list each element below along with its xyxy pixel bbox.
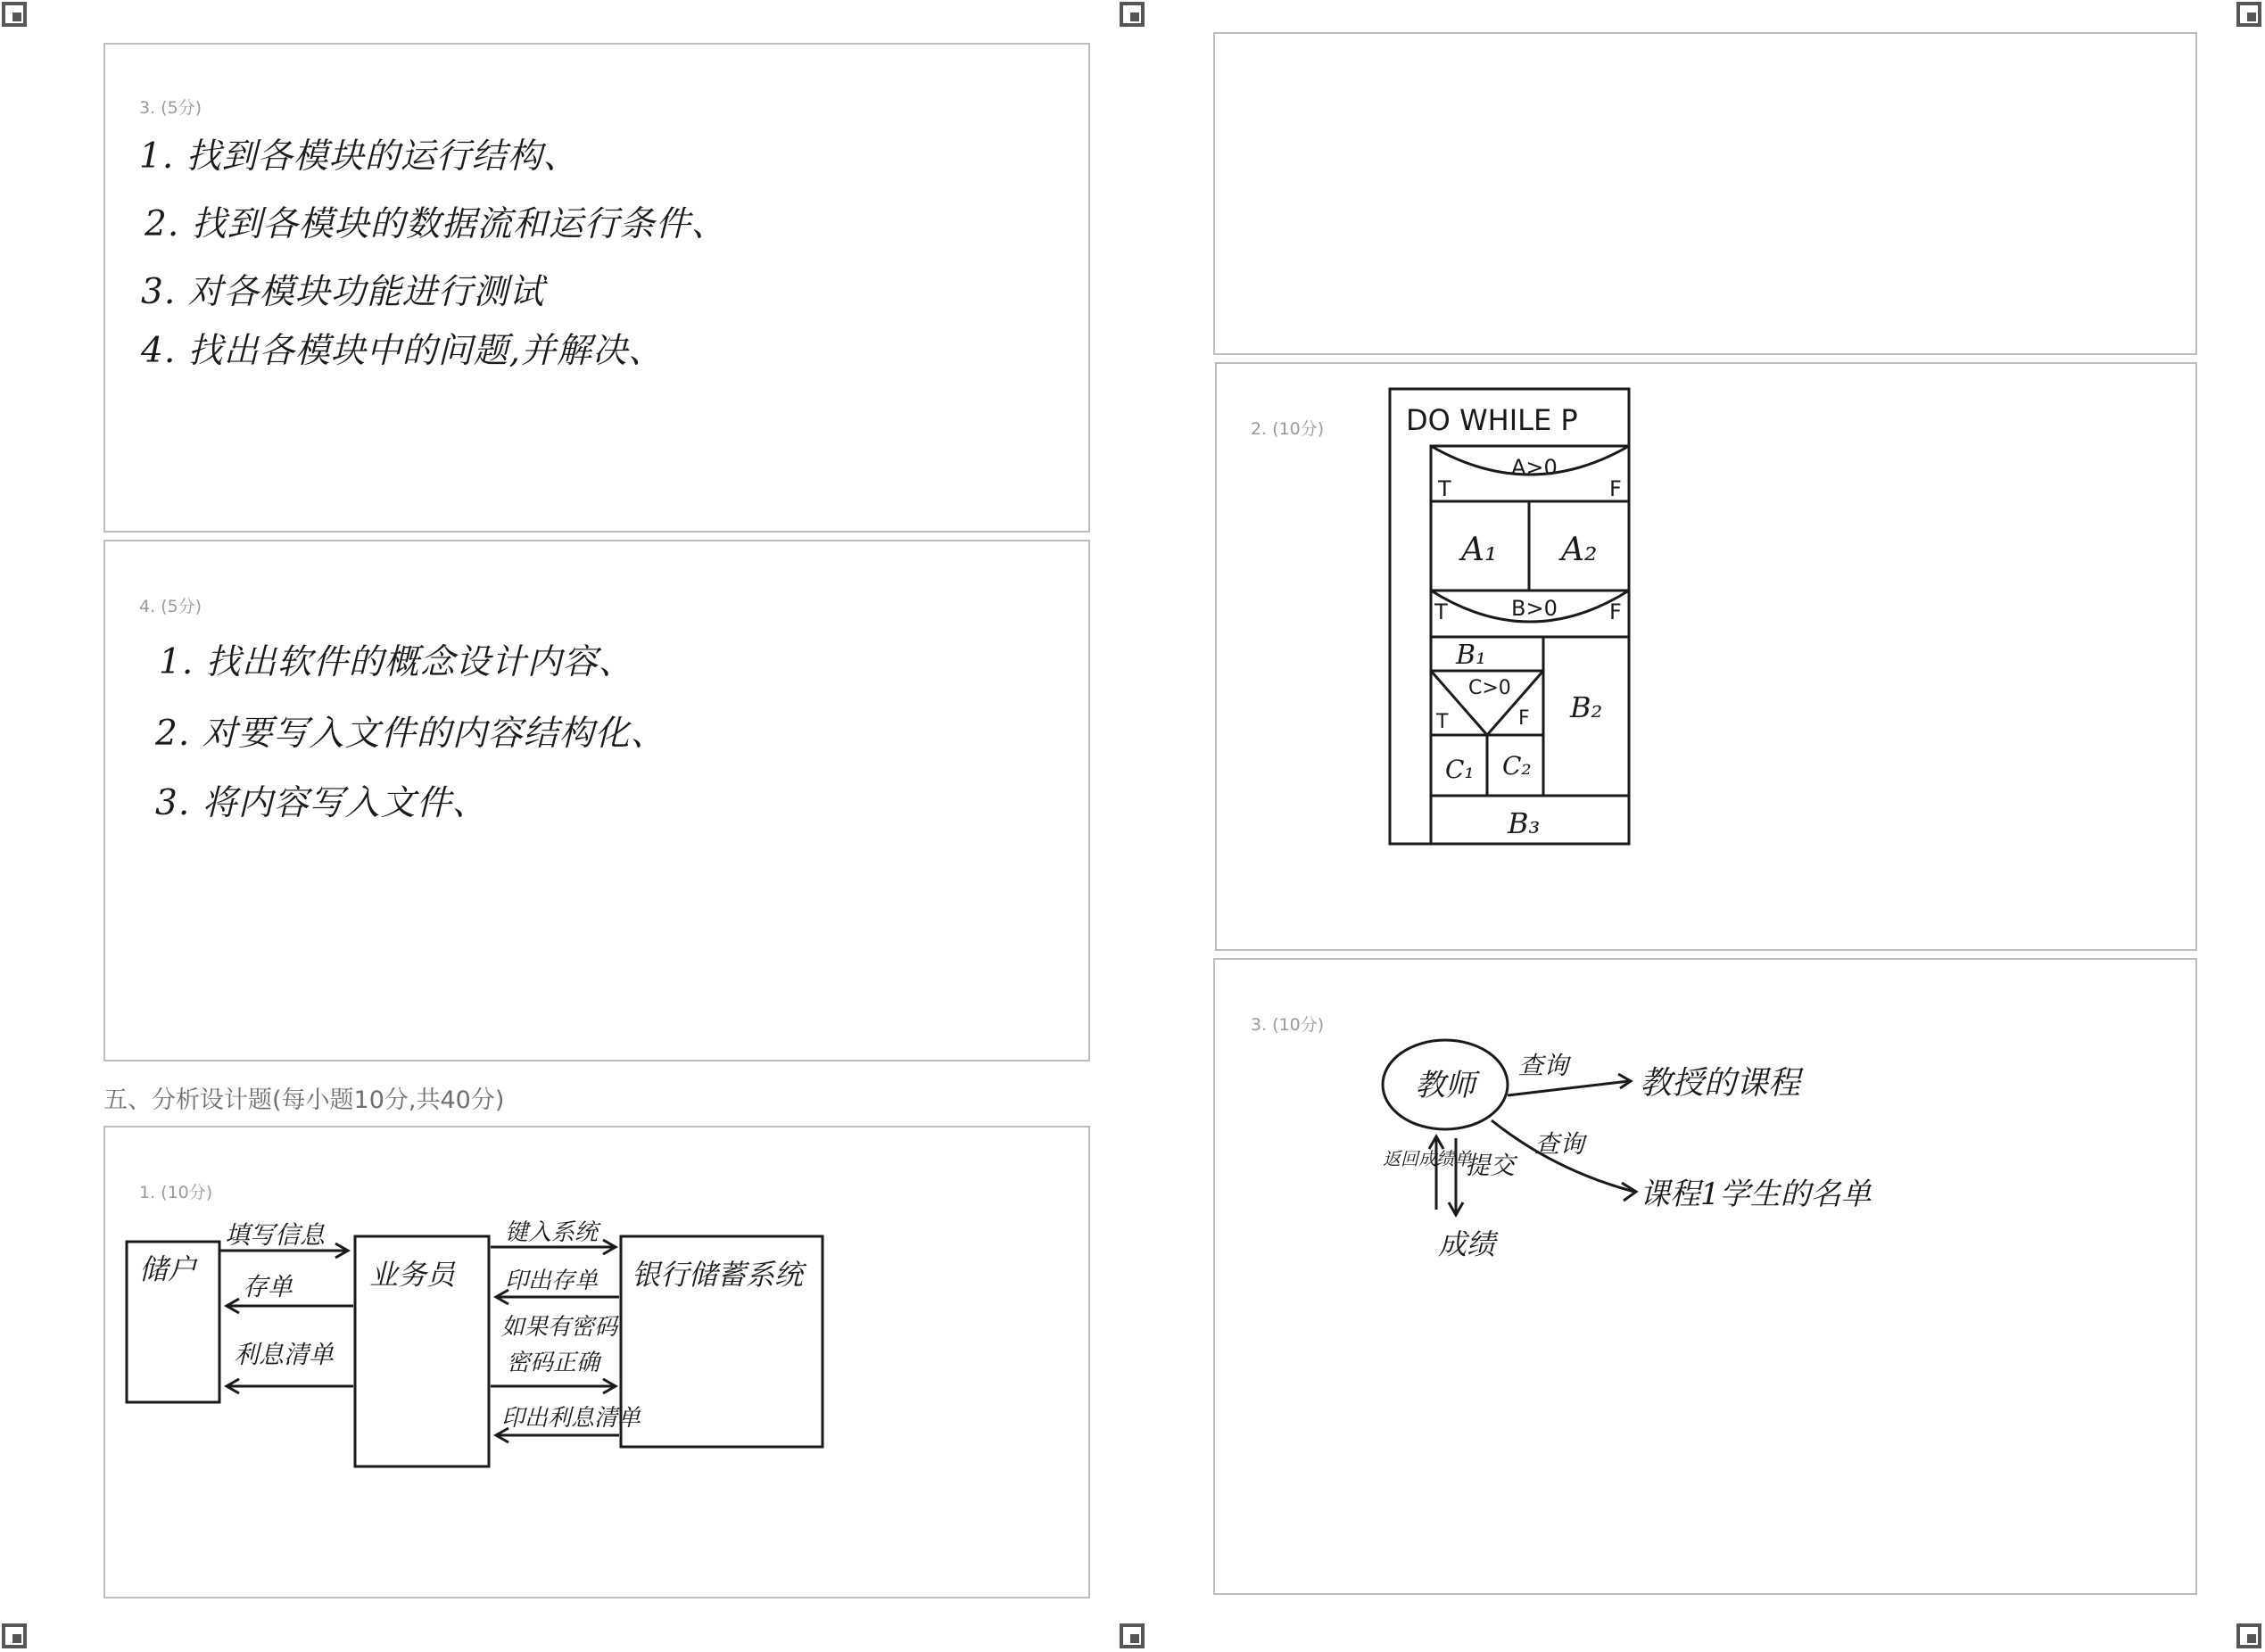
nsd-cond-b: B>0 bbox=[1511, 596, 1558, 621]
submit-label: 提交 bbox=[1465, 1151, 1516, 1180]
answer-box-blank-top bbox=[1213, 32, 2197, 355]
question-label: 1. (10分) bbox=[139, 1183, 213, 1202]
answer-box-q4-left bbox=[103, 540, 1090, 1061]
nsd-loop: DO WHILE P bbox=[1406, 403, 1578, 437]
corner-marker-bottom-left bbox=[2, 1623, 27, 1648]
nsd-cond-c: C>0 bbox=[1468, 677, 1511, 699]
answer-box-q3-left bbox=[103, 43, 1090, 533]
nsd-t: T bbox=[1434, 599, 1448, 624]
depositor-node: 储户 bbox=[139, 1252, 197, 1286]
question-label: 4. (5分) bbox=[139, 597, 203, 616]
nsd-cond-a: A>0 bbox=[1511, 455, 1558, 480]
target-courses: 教授的课程 bbox=[1640, 1065, 1801, 1102]
corner-marker-top-left bbox=[2, 2, 27, 27]
section-title-analysis-design: 五、分析设计题(每小题10分,共40分) bbox=[103, 1086, 505, 1114]
answer-line-2: 2. 对要写入文件的内容结构化、 bbox=[155, 714, 666, 754]
answer-box-q2 bbox=[1215, 362, 2197, 951]
nsd-b2: B₂ bbox=[1570, 690, 1603, 724]
corner-marker-top-center bbox=[1120, 2, 1145, 27]
flow-deposit-slip: 存单 bbox=[243, 1272, 293, 1301]
clerk-node: 业务员 bbox=[369, 1258, 456, 1292]
flow-print-interest: 印出利息清单 bbox=[501, 1405, 641, 1432]
question-label: 2. (10分) bbox=[1251, 419, 1325, 439]
flow-fill-info: 填写信息 bbox=[225, 1220, 326, 1250]
grades-label: 成绩 bbox=[1438, 1227, 1496, 1261]
question-label: 3. (10分) bbox=[1251, 1015, 1325, 1035]
nsd-f: F bbox=[1518, 707, 1530, 730]
answer-box-q3-right bbox=[1213, 958, 2197, 1595]
flow-print-slip: 印出存单 bbox=[505, 1268, 599, 1294]
nsd-t: T bbox=[1438, 476, 1451, 501]
return-grades-label: 返回成绩单 bbox=[1383, 1148, 1472, 1169]
nsd-a1: A₁ bbox=[1461, 532, 1498, 568]
flow-password-ok: 密码正确 bbox=[507, 1350, 600, 1376]
query-label-1: 查询 bbox=[1518, 1051, 1569, 1080]
system-node: 银行储蓄系统 bbox=[632, 1258, 804, 1292]
question-label: 3. (5分) bbox=[139, 98, 203, 118]
actor-teacher: 教师 bbox=[1415, 1068, 1476, 1103]
nsd-f: F bbox=[1609, 599, 1622, 624]
answer-line-2: 2. 找到各模块的数据流和运行条件、 bbox=[145, 204, 727, 244]
data-flow-diagram bbox=[1340, 995, 2054, 1352]
answer-line-4: 4. 找出各模块中的问题,并解决、 bbox=[141, 331, 665, 371]
answer-line-1: 1. 找到各模块的运行结构、 bbox=[139, 136, 579, 177]
answer-line-1: 1. 找出软件的概念设计内容、 bbox=[159, 642, 634, 682]
ns-diagram bbox=[1386, 385, 1707, 885]
flow-password: 如果有密码 bbox=[501, 1314, 618, 1341]
nsd-f: F bbox=[1609, 476, 1622, 501]
answer-line-3: 3. 将内容写入文件、 bbox=[155, 783, 488, 823]
answer-line-3: 3. 对各模块功能进行测试 bbox=[141, 272, 545, 312]
nsd-t: T bbox=[1436, 711, 1449, 733]
flow-enter-system: 键入系统 bbox=[505, 1219, 599, 1246]
sequence-diagram bbox=[105, 1127, 1087, 1591]
corner-marker-bottom-right bbox=[2236, 1623, 2261, 1648]
query-label-2: 查询 bbox=[1534, 1129, 1585, 1159]
answer-box-q1 bbox=[103, 1126, 1090, 1598]
nsd-b3: B₃ bbox=[1508, 806, 1541, 840]
flow-interest-list: 利息清单 bbox=[234, 1340, 335, 1369]
nsd-c2: C₂ bbox=[1502, 751, 1532, 781]
corner-marker-bottom-center bbox=[1120, 1623, 1145, 1648]
target-student-list: 课程1学生的名单 bbox=[1640, 1177, 1872, 1212]
corner-marker-top-right bbox=[2236, 2, 2261, 27]
nsd-b1: B₁ bbox=[1456, 640, 1487, 671]
nsd-a2: A₂ bbox=[1561, 532, 1598, 568]
nsd-c1: C₁ bbox=[1445, 755, 1475, 784]
